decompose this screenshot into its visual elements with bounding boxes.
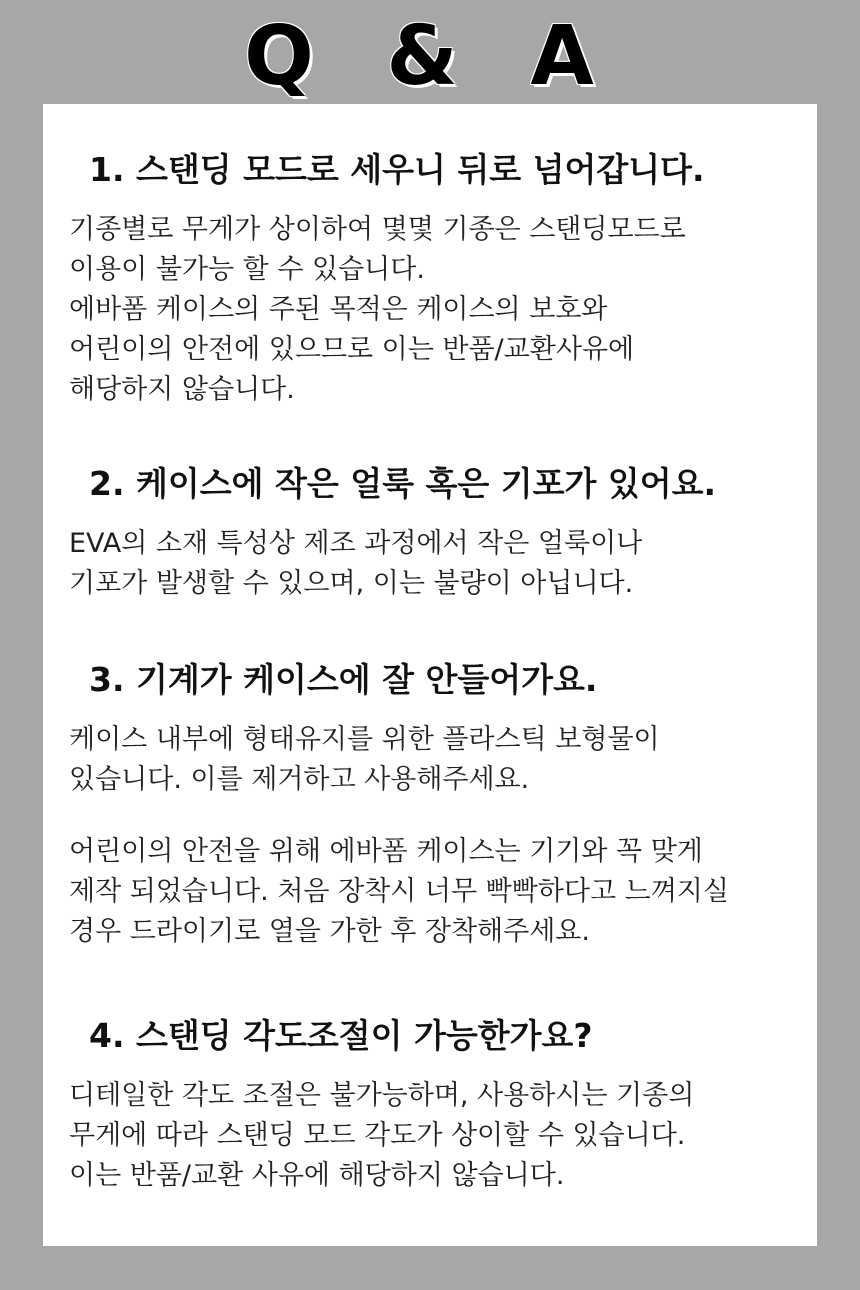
faq-question-1: 1. 스탠딩 모드로 세우니 뒤로 넘어갑니다. — [89, 150, 705, 189]
answer-line: 에바폼 케이스의 주된 목적은 케이스의 보호와 — [69, 294, 608, 325]
faq-answer-3 — [69, 720, 729, 952]
answer-line: 있습니다. 이를 제거하고 사용해주세요. — [69, 764, 530, 795]
answer-line: 디테일한 각도 조절은 불가능하며, 사용하시는 기종의 — [69, 1080, 695, 1111]
answer-line: 이용이 불가능 할 수 있습니다. — [69, 254, 425, 285]
answer-line: EVA의 소재 특성상 제조 과정에서 작은 얼룩이나 — [69, 528, 643, 559]
answer-line: 기종별로 무게가 상이하여 몇몇 기종은 스탠딩모드로 — [69, 214, 686, 245]
answer-line: 해당하지 않습니다. — [69, 374, 295, 405]
faq-question-4: 4. 스탠딩 각도조절이 가능한가요? — [89, 1016, 593, 1055]
qa-panel — [43, 104, 817, 1246]
answer-line: 경우 드라이기로 열을 가한 후 장착해주세요. — [69, 916, 590, 947]
faq-answer-1 — [69, 210, 686, 410]
paragraph-gap — [69, 800, 729, 832]
faq-question-2: 2. 케이스에 작은 얼룩 혹은 기포가 있어요. — [89, 464, 717, 503]
answer-line: 무게에 따라 스탠딩 모드 각도가 상이할 수 있습니다. — [69, 1120, 686, 1151]
answer-line: 기포가 발생할 수 있으며, 이는 불량이 아닙니다. — [69, 568, 634, 599]
answer-line: 제작 되었습니다. 처음 장착시 너무 빡빡하다고 느껴지실 — [69, 876, 729, 907]
faq-answer-4 — [69, 1076, 694, 1196]
page-title: Q & A — [244, 9, 616, 104]
answer-line: 어린이의 안전에 있으므로 이는 반품/교환사유에 — [69, 334, 635, 365]
answer-line: 이는 반품/교환 사유에 해당하지 않습니다. — [69, 1160, 565, 1191]
answer-line: 어린이의 안전을 위해 에바폼 케이스는 기기와 꼭 맞게 — [69, 836, 703, 867]
answer-line: 케이스 내부에 형태유지를 위한 플라스틱 보형물이 — [69, 724, 660, 755]
faq-answer-2 — [69, 524, 642, 604]
faq-question-3: 3. 기계가 케이스에 잘 안들어가요. — [89, 660, 598, 699]
